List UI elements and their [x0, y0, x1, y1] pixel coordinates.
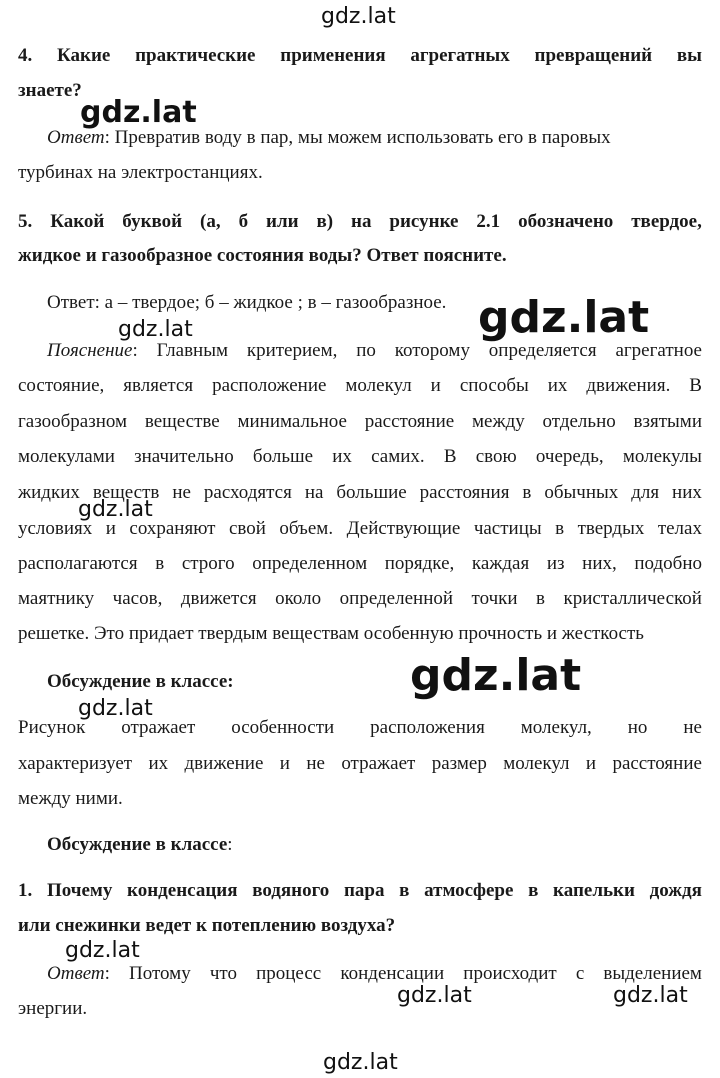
- word: веществе: [144, 411, 220, 432]
- word: 5.: [18, 211, 33, 232]
- word: особенности: [231, 717, 335, 738]
- word: располагаются: [18, 553, 138, 574]
- word: из: [546, 553, 565, 574]
- word: в: [155, 553, 165, 574]
- word: (а,: [200, 211, 221, 232]
- question-5-explanation-line-5: [18, 481, 702, 505]
- word: часов,: [112, 588, 163, 609]
- question-5-explanation-line-6: [18, 517, 702, 541]
- word: характеризует: [18, 753, 133, 774]
- word: Потому: [129, 963, 191, 984]
- word: Почему: [46, 880, 113, 901]
- word: около: [275, 588, 322, 609]
- word: движется: [180, 588, 257, 609]
- watermark: gdz.lat: [118, 317, 193, 342]
- answer-text: : Превратив воду в пар, мы можем использовать его в паровых: [104, 127, 611, 148]
- discussion-2-heading: [47, 833, 702, 857]
- answer-label-group: Ответ:: [47, 963, 110, 984]
- word: их: [332, 446, 352, 467]
- question-5-explanation-line-8: [18, 587, 702, 611]
- word: каждая: [471, 553, 530, 574]
- word: б: [238, 211, 249, 232]
- answer-label: Ответ: [47, 963, 105, 984]
- question-4-answer-line-1: [47, 126, 702, 150]
- word: больше: [252, 446, 314, 467]
- word: расстояние: [364, 411, 455, 432]
- word: Какие: [57, 45, 111, 66]
- watermark: gdz.lat: [80, 95, 197, 130]
- watermark: gdz.lat: [410, 650, 582, 701]
- word: В: [443, 446, 457, 467]
- word: что: [209, 963, 237, 984]
- question-5-line-2: жидкое и газообразное состояния воды? Ответ поясните.: [18, 245, 507, 266]
- word: молекулами: [18, 446, 115, 467]
- word: выделением: [603, 963, 702, 984]
- word: газообразном: [18, 411, 128, 432]
- watermark: gdz.lat: [478, 292, 650, 343]
- word: точки: [471, 588, 518, 609]
- word: свою: [475, 446, 517, 467]
- word: не: [306, 753, 325, 774]
- word: 1.: [18, 880, 33, 901]
- question-5-line-1: [18, 210, 702, 234]
- word: молекулы: [622, 446, 702, 467]
- watermark: gdz.lat: [65, 938, 140, 963]
- word: в: [536, 588, 546, 609]
- word: них,: [582, 553, 617, 574]
- word: строго: [181, 553, 235, 574]
- word: свой: [228, 518, 266, 539]
- word: маятнику: [18, 588, 95, 609]
- word: очередь,: [535, 446, 604, 467]
- discussion-line-2: [18, 752, 702, 776]
- word: молекул,: [520, 717, 592, 738]
- word: превращений: [534, 45, 653, 66]
- word: частицы: [473, 518, 542, 539]
- word: не: [683, 717, 702, 738]
- word: 2.1: [476, 211, 501, 232]
- word: движения.: [586, 375, 671, 396]
- word: способы: [459, 375, 529, 396]
- word: 4.: [18, 45, 33, 66]
- question-5-answer: Ответ: а – твердое; б – жидкое ; в – газообразное.: [47, 292, 447, 313]
- word: них: [672, 482, 702, 503]
- word: подобно: [634, 553, 702, 574]
- word: расстояния: [419, 482, 510, 503]
- word: и: [585, 753, 597, 774]
- discussion-2-heading-text: Обсуждение в классе: [47, 834, 228, 855]
- word: в: [522, 482, 532, 503]
- word: сохраняют: [129, 518, 216, 539]
- word: критерием,: [246, 340, 338, 361]
- word: расстояние: [612, 753, 702, 774]
- question-4-answer-line-2: турбинах на электростанциях.: [18, 162, 263, 183]
- word: или: [266, 211, 299, 232]
- word: рисунке: [389, 211, 459, 232]
- word: конденсация: [127, 880, 238, 901]
- word: В: [689, 375, 702, 396]
- watermark: gdz.lat: [613, 983, 688, 1008]
- word: обозначено: [518, 211, 614, 232]
- discussion-heading: Обсуждение в классе:: [47, 671, 234, 692]
- word: в): [316, 211, 334, 232]
- word: размер: [431, 753, 487, 774]
- word: определяется: [488, 340, 597, 361]
- explanation-label-group: Пояснение:: [47, 340, 138, 361]
- word: между: [472, 411, 525, 432]
- word: является: [123, 375, 194, 396]
- watermark: gdz.lat: [78, 696, 153, 721]
- word: и: [279, 753, 290, 774]
- word: жидких: [18, 482, 80, 503]
- word: молекул: [345, 375, 412, 396]
- word: условиях: [18, 518, 93, 539]
- word: агрегатное: [615, 340, 702, 361]
- word: кристаллической: [563, 588, 702, 609]
- word: минимальное: [237, 411, 347, 432]
- question-5-explanation-line-9: решетке. Это придает твердым веществам особенную прочность и жесткость: [18, 623, 644, 644]
- explanation-label: Пояснение: [47, 340, 133, 361]
- word: расположение: [212, 375, 327, 396]
- word: пара: [343, 880, 385, 901]
- word: которому: [394, 340, 470, 361]
- watermark: gdz.lat: [397, 983, 472, 1008]
- word: отдельно: [542, 411, 616, 432]
- word: применения: [280, 45, 386, 66]
- word: твердое,: [631, 211, 702, 232]
- word: отражает: [341, 753, 416, 774]
- word: происходит: [463, 963, 557, 984]
- answer-label: Ответ: [47, 127, 105, 148]
- question-5-explanation-line-2: [18, 374, 702, 398]
- question-1-answer-line-1: [47, 962, 702, 986]
- question-5-explanation-line-3: [18, 410, 702, 434]
- word: дождя: [649, 880, 702, 901]
- word: определенной: [339, 588, 454, 609]
- word: капельки: [553, 880, 635, 901]
- word: состояние,: [18, 375, 105, 396]
- word: большие: [336, 482, 407, 503]
- word: с: [575, 963, 585, 984]
- word: на: [351, 211, 372, 232]
- word: на: [304, 482, 324, 503]
- word: для: [631, 482, 660, 503]
- word: вы: [676, 45, 702, 66]
- word: буквой: [122, 211, 183, 232]
- question-5-explanation-line-1: [47, 339, 702, 363]
- word: атмосфере: [424, 880, 514, 901]
- question-1-line-1: [18, 879, 702, 903]
- question-1-line-2: или снежинки ведет к потеплению воздуха?: [18, 915, 396, 936]
- word: объем.: [279, 518, 334, 539]
- word: отражает: [121, 717, 196, 738]
- word: веществ: [92, 482, 160, 503]
- word: порядке,: [384, 553, 455, 574]
- word: значительно: [134, 446, 234, 467]
- word: практические: [135, 45, 256, 66]
- word: расходятся: [203, 482, 292, 503]
- word: в: [528, 880, 539, 901]
- word: в: [555, 518, 565, 539]
- word: взятыми: [633, 411, 702, 432]
- question-4-line-2: знаете?: [18, 80, 82, 101]
- word: Рисунок: [18, 717, 86, 738]
- word: Действующие: [346, 518, 461, 539]
- word: движение: [184, 753, 264, 774]
- word: конденсации: [340, 963, 445, 984]
- word: по: [356, 340, 376, 361]
- question-4-line-1: [18, 44, 702, 68]
- word: определенном: [252, 553, 368, 574]
- word: водяного: [252, 880, 330, 901]
- word: Какой: [50, 211, 105, 232]
- word: агрегатных: [410, 45, 510, 66]
- word: в: [399, 880, 410, 901]
- word: и: [105, 518, 116, 539]
- discussion-line-3: между ними.: [18, 788, 123, 809]
- word: самих.: [371, 446, 425, 467]
- word: обычных: [544, 482, 619, 503]
- question-5-explanation-line-4: [18, 445, 702, 469]
- word: Главным: [156, 340, 228, 361]
- word: их: [148, 753, 169, 774]
- discussion-2-heading-colon: :: [227, 834, 233, 855]
- word: не: [172, 482, 191, 503]
- watermark: gdz.lat: [321, 4, 396, 29]
- word: но: [627, 717, 648, 738]
- word: телах: [657, 518, 702, 539]
- question-5-explanation-line-7: [18, 552, 702, 576]
- watermark: gdz.lat: [78, 497, 153, 522]
- word: и: [430, 375, 441, 396]
- word: твердых: [577, 518, 645, 539]
- word: молекул: [503, 753, 570, 774]
- word: процесс: [256, 963, 322, 984]
- watermark: gdz.lat: [323, 1050, 398, 1075]
- word: расположения: [370, 717, 485, 738]
- question-1-answer-line-2: энергии.: [18, 998, 88, 1019]
- discussion-line-1: [18, 716, 702, 740]
- word: их: [547, 375, 568, 396]
